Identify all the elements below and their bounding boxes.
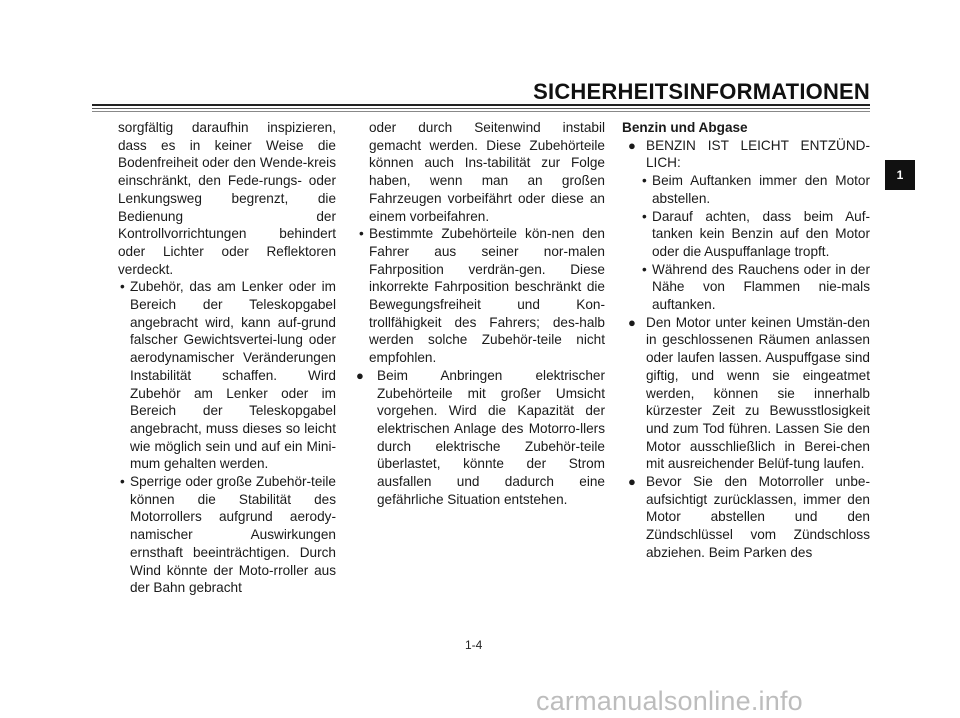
text-column-3 — [622, 119, 870, 562]
text-column-1 — [118, 119, 336, 597]
watermark: carmanualsonline.info — [536, 686, 803, 716]
list-item-text: Während des Rauchens oder in der Nähe von Flammen nie-mals auftanken. — [652, 261, 870, 313]
bullet-item — [622, 314, 870, 473]
bullet-item-text: Beim Anbringen elektrischer Zubehörteile mit großer Umsicht vorgehen. Wird die Kapazität der elektrischen Anlage des Motorro-llers durch elektrische Zubehör-teile überlastet, könnte der Strom ausfallen und dadurch eine gefährliche Situation entstehen. — [377, 367, 605, 507]
bullet-item-text: Den Motor unter keinen Umstän-den in geschlossenen Räumen anlassen oder laufen lassen. Auspuffgase sind giftig, und wenn sie eingeatmet werden, können sie innerhalb kürzester Zeit zu Bewusstlosigkeit und zum Tod führen. Lassen Sie den Motor ausschließlich in Berei-chen mit ausreichender Belüf-tung laufen. — [646, 314, 870, 472]
header-rule-line — [92, 111, 870, 112]
list-item — [640, 261, 870, 314]
bullet-item — [622, 137, 870, 172]
bullet-item-text: Bevor Sie den Motorroller unbe-aufsichtigt zurücklassen, immer den Motor abstellen und den Zündschlüssel vom Zündschloss abziehen. Beim Parken des — [646, 474, 870, 560]
bullet-icon: • — [642, 261, 647, 277]
subsection-heading: Benzin und Abgase — [622, 120, 748, 135]
list-item-text: Bestimmte Zubehörteile kön-nen den Fahrer aus seiner nor-malen Fahrposition verdrän-gen. Diese inkorrekte Fahrposition beschränkt die Bewegungsfreiheit und Kon-trollfähigkeit des Fahrers; des-halb werden solche Zubehör-teile nicht empfohlen. — [369, 226, 605, 366]
header-rule-line — [92, 108, 870, 109]
header-rule-line — [92, 104, 870, 106]
bullet-dot-icon: ● — [628, 314, 636, 330]
list-item — [640, 208, 870, 261]
bullet-dot-icon: ● — [628, 474, 636, 490]
bullet-icon: • — [359, 226, 364, 242]
bullet-icon: • — [642, 208, 647, 224]
paragraph: oder durch Seitenwind instabil gemacht werden. Diese Zubehörteile können auch Ins-tabilität zur Folge haben, wenn man an großen Fahrzeugen vorbeifährt oder diese an einem vorbeifahren. — [369, 120, 605, 224]
list-item — [357, 225, 605, 367]
bullet-item-text: BENZIN IST LEICHT ENTZÜND-LICH: — [646, 137, 870, 171]
bullet-icon: • — [120, 474, 125, 490]
list-item-text: Beim Auftanken immer den Motor abstellen. — [652, 173, 870, 206]
list-item — [118, 278, 336, 473]
list-item-text: Darauf achten, dass beim Auf-tanken kein Benzin auf den Motor oder die Auspuffanlage tropft. — [652, 208, 870, 259]
list-item-text: Sperrige oder große Zubehör-teile können die Stabilität des Motorrollers aufgrund aerody-namischer Auswirkungen ernsthaft beeinträchtigen. Durch Wind könnte der Moto-rroller aus der Bahn gebracht — [130, 474, 336, 596]
bullet-icon: • — [120, 279, 125, 295]
section-title: SICHERHEITSINFORMATIONEN — [533, 79, 870, 104]
header-rule — [92, 104, 870, 113]
sub-list — [622, 172, 870, 314]
bullet-dot-icon: ● — [628, 137, 636, 153]
list-item — [118, 473, 336, 597]
paragraph: sorgfältig daraufhin inspizieren, dass es in keiner Weise die Bodenfreiheit oder den Wende-kreis einschränkt, den Fede-rungs- oder Lenkungsweg begrenzt, die Bedienung der Kontrollvorrichtungen behindert oder Lichter oder Reflektoren verdeckt. — [118, 120, 336, 277]
bullet-icon: • — [642, 173, 647, 189]
text-column-2 — [357, 119, 605, 508]
bullet-item — [622, 473, 870, 562]
chapter-tab: 1 — [885, 160, 915, 190]
list-item-text: Zubehör, das am Lenker oder im Bereich der Teleskopgabel angebracht wird, kann auf-grund falscher Gewichtsvertei-lung oder aerodynamischer Veränderungen Instabilität schaffen. Wird Zubehör am Lenker oder im Bereich der Teleskopgabel angebracht, muss dieses so leicht wie möglich sein und auf ein Mini-mum gehalten werden. — [130, 279, 336, 472]
page-number: 1-4 — [465, 638, 483, 652]
list-item — [640, 172, 870, 207]
bullet-dot-icon: ● — [356, 367, 364, 383]
bullet-item — [357, 367, 605, 509]
